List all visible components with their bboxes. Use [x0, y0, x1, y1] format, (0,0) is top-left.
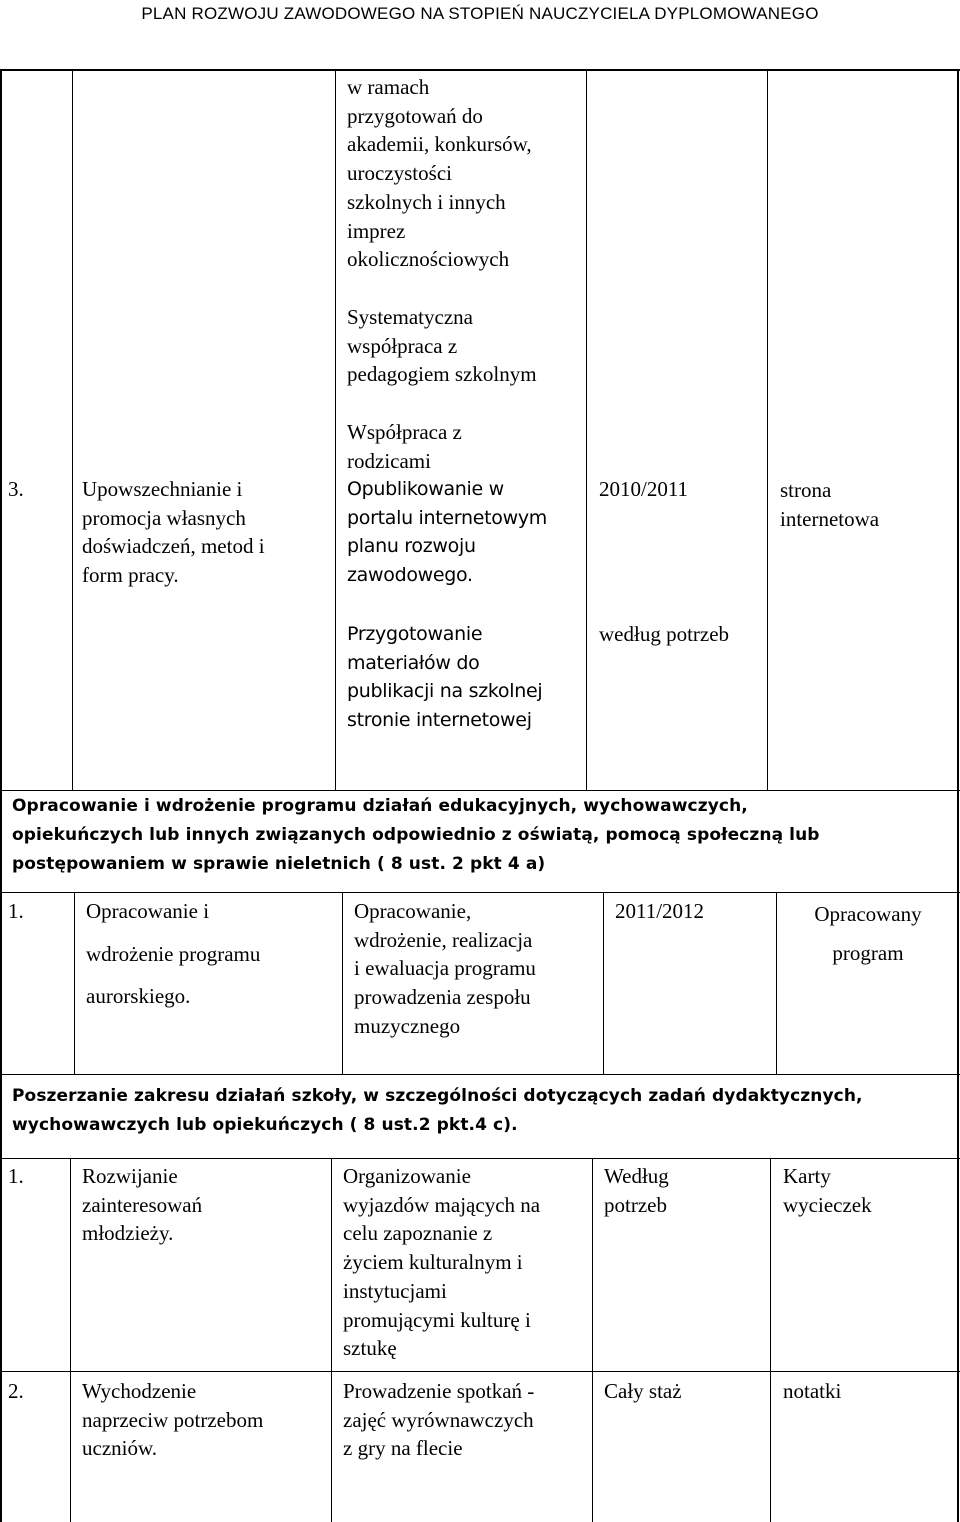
- table-border: [767, 69, 768, 791]
- table-border: [592, 1158, 593, 1522]
- task-text: Opracowanie, wdrożenie, realizacja i ewaluacja programu prowadzenia zespołu muzycznego: [354, 899, 536, 1038]
- task-text: w ramach przygotowań do akademii, konkursów, uroczystości szkolnych i innych imprez okolicznościowych: [347, 75, 532, 272]
- evidence-text: notatki: [783, 1379, 842, 1403]
- item-number: 1.: [8, 1164, 24, 1188]
- table-border: [0, 69, 960, 71]
- table-border: [0, 69, 2, 791]
- task-text: Współpraca z rodzicami: [347, 420, 462, 473]
- task-text: Prowadzenie spotkań - zajęć wyrównawczych z gry na flecie: [343, 1379, 535, 1461]
- item-title: Upowszechnianie i promocja własnych doświadczeń, metod i form pracy.: [82, 477, 265, 588]
- table-border: [603, 892, 604, 1075]
- item-number: 2.: [8, 1379, 24, 1403]
- task-text: Przygotowanie materiałów do publikacji na szkolnej stronie internetowej: [347, 623, 543, 732]
- term-text: 2010/2011: [599, 477, 689, 501]
- task-text: Opublikowanie w portalu internetowym planu rozwoju zawodowego.: [347, 478, 547, 587]
- table-border: [70, 1158, 71, 1522]
- section-heading: Poszerzanie zakresu działań szkoły, w szczególności dotyczących zadań dydaktycznych, wychowawczych lub opiekuńczych ( 8 ust.2 pkt.4 c).: [12, 1086, 863, 1135]
- term-text: Według potrzeb: [604, 1164, 669, 1217]
- table-border: [0, 1371, 960, 1372]
- table-border: [335, 69, 336, 791]
- page-header: PLAN ROZWOJU ZAWODOWEGO NA STOPIEŃ NAUCZYCIELA DYPLOMOWANEGO: [141, 4, 819, 23]
- table-border: [0, 1074, 2, 1522]
- table-border: [770, 1158, 771, 1522]
- item-title: Opracowanie i wdrożenie programu aurorskiego.: [86, 899, 261, 1008]
- table-border: [0, 1074, 960, 1075]
- task-text: Organizowanie wyjazdów mających na celu zapoznanie z życiem kulturalnym i instytucjami promującymi kulturę i sztukę: [343, 1164, 541, 1361]
- item-number: 1.: [8, 899, 24, 923]
- table-border: [0, 790, 2, 1075]
- table-border: [586, 69, 587, 791]
- table-border: [331, 1158, 332, 1522]
- term-text: Cały staż: [604, 1379, 682, 1403]
- table-border: [342, 892, 343, 1075]
- section-heading: Opracowanie i wdrożenie programu działań edukacyjnych, wychowawczych, opiekuńczych lub innych związanych odpowiednio z oświatą, pomocą społeczną lub postępowaniem w sprawie nieletnich ( 8 ust. 2 pkt 4 a): [12, 796, 820, 874]
- task-text: Systematyczna współpraca z pedagogiem szkolnym: [347, 305, 537, 387]
- evidence-text: strona internetowa: [780, 478, 880, 531]
- term-text: 2011/2012: [615, 899, 705, 923]
- item-title: Rozwijanie zainteresowań młodzieży.: [82, 1164, 203, 1246]
- evidence-text: Karty wycieczek: [783, 1164, 872, 1217]
- term-text: według potrzeb: [599, 622, 730, 646]
- item-number: 3.: [8, 477, 24, 501]
- table-border: [0, 790, 960, 791]
- item-title: Wychodzenie naprzeciw potrzebom uczniów.: [82, 1379, 264, 1461]
- table-border: [776, 892, 777, 1075]
- table-border: [0, 1158, 960, 1159]
- evidence-text: Opracowany program: [814, 902, 922, 965]
- table-border: [74, 892, 75, 1075]
- table-border: [72, 69, 73, 791]
- table-border: [957, 69, 959, 1522]
